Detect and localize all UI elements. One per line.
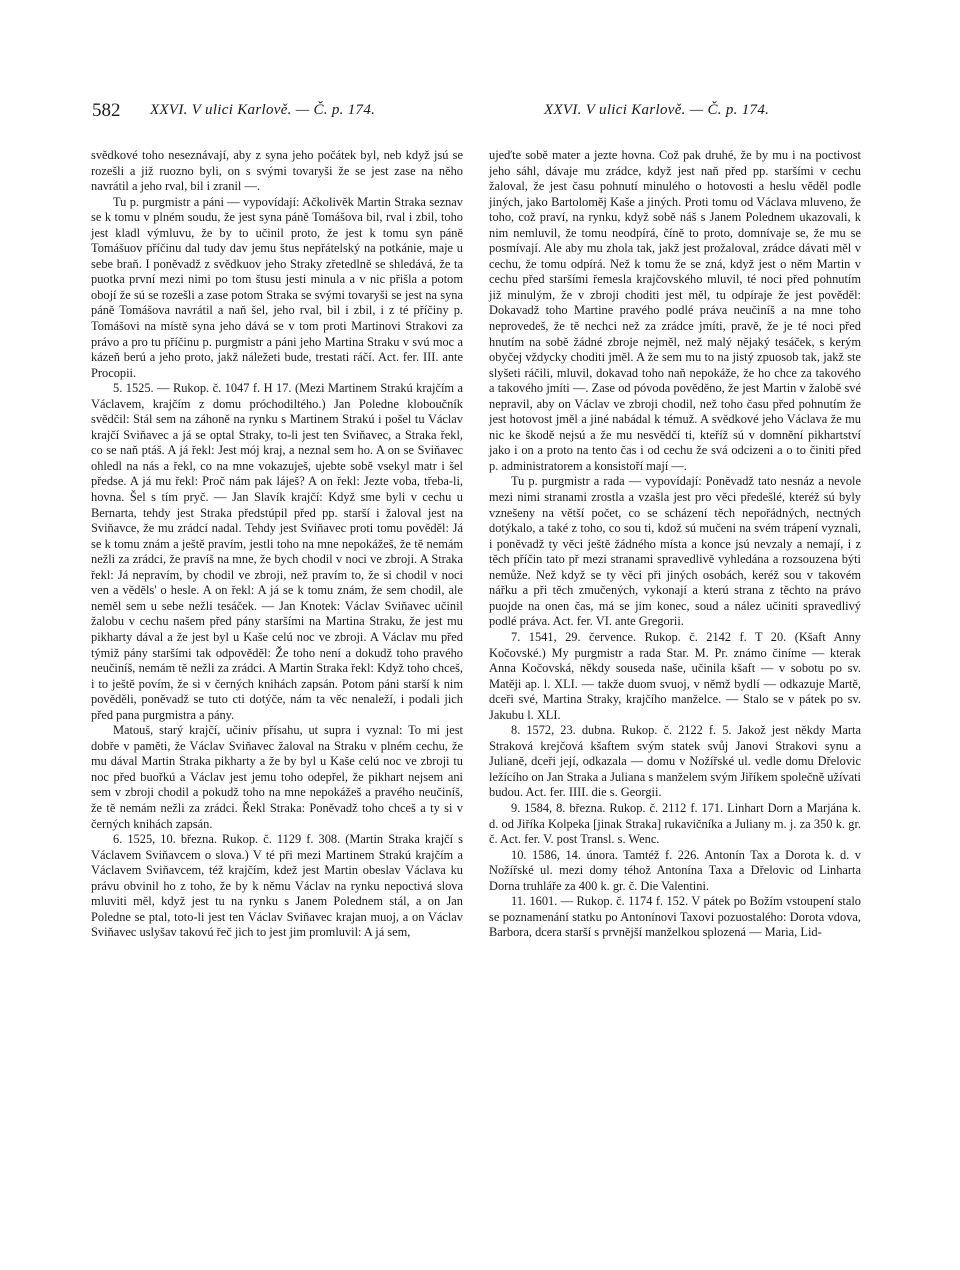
paragraph: 8. 1572, 23. dubna. Rukop. č. 2122 f. 5. Jakož jest někdy Marta Straková krejčová kšaftem svým statek svůj Janovi Strakovi synu a Julianě, dceři její, odkazala — domu v Nožířské ul. vedle domu Dřelovic ležícího on Jan Straka a Juliana s manželem svým Jiříkem společně užívati budou. Act. fer. IIII. die s. Georgii.	[489, 723, 861, 800]
paragraph: ujeďte sobě mater a jezte hovna. Což pak druhé, že by mu i na poctivost jeho sáhl, dávaje mu zrádce, když jest naň před pp. staršími v cechu žaloval, že jest času pohnutí minulého o hotovosti a heslu věděl podle jiných, jako Bartoloměj Kaše a jiných. Proti tomu od Václava mluveno, že toho, což praví, na rynku, když sobě náš s Janem Polednem ukazovali, k nim nemluvil, že tomu neodpírá, číně to proto, domnívaje se, že mu se posmívají. Ale aby mu zhola tak, jakž jest prožaloval, zrádce dávati měl v cechu, že tomu odpírá. Než k tomu že se zná, když jest o něm Martin v cechu před staršími řemesla krajčovského mluvil, té noci před pohnutím již minulým, že v zbroji choditi jest měl, tu odpíraje že jest pověděl: Dokavadž toho Martine pravého podlé práva neučiníš a na mne toho neprovedeš, že tě nechci než za zrádce jmíti, pravě, že je té noci před hnutím na sobě žádné zbroje nejměl, než malý nějaký tesáček, s kerým obyčej vždycky choditi jměl. A že sem mu to na jistý zpuosob tak, jakž ste slyšeti ráčili, mluvil, dokavad toho naň nepokáže, že ho chce za takového a takového jmíti —. Zase od póvoda pověděno, že jest Martin v žalobě své nepravil, aby on Václav ve zbroji chodil, než toho času před pohnutím že jest hotovost jměl a jiné nabádal k témuž. A svědkové jeho Václava že mu nic ke škodě nejsú a že mu nesvědčí ti, kteříž sú v domnění pikhartství jako i on a proto na tento čas i od cechu že svá odcizeni a o to činiti před p. administratorem a konsistoří mají —.	[489, 148, 861, 473]
page-header	[92, 100, 868, 124]
paragraph: 7. 1541, 29. července. Rukop. č. 2142 f. T 20. (Kšaft Anny Kočovské.) My purgmistr a rada Star. M. Pr. známo činíme — kterak Anna Kočovská, někdy souseda naše, učinila kšaft — v sobotu po sv. Matěji ap. l. XLI. — takže duom svuoj, v němž bydlí — odkazuje Martě, dceři své, Martina Straky, krajčího manželce. — Stalo se v pátek po sv. Jakubu l. XLI.	[489, 629, 861, 722]
paragraph: 9. 1584, 8. března. Rukop. č. 2112 f. 171. Linhart Dorn a Marjána k. d. od Jiříka Kolpeka [jinak Straka] rukavičníka a Juliany m. j. za 350 k. gr. č. Act. fer. V. post Transl. s. Wenc.	[489, 800, 861, 847]
left-column	[91, 148, 463, 941]
paragraph: 5. 1525. — Rukop. č. 1047 f. H 17. (Mezi Martinem Strakú krajčím a Václavem, krajčím z domu próchodiltého.) Jan Poledne kloboučník svědčil: Stál sem na záhoně na rynku s Martinem Strakú i pošel tu Václav krajčí Sviňavec a já se optal Straky, to-li jest ten Sviňavec, a Straka řekl, co se naň ptáš. A já řekl: Jest mój kraj, a neznal sem ho. A on se Sviňavec ohledl na nás a řekl, co na mne vokazuješ, ujebte sobě vsekyl matr i šel předse. A já mu řekl: Proč nám pak láješ? A on řekl: Jezte voba, třeba-li, hovna. Šel s tím pryč. — Jan Slavík krajčí: Když sme byli v cechu u Bernarta, tehdy jest Straka předstúpil před pp. starší i žaloval jest na Sviňavce, že mu zrádcí nadal. Tehdy jest Sviňavec proti tomu pověděl: Já se k tomu znám a ještě pravím, jestli toho na mne nepokážeš, že tě nemám nežli za zrádci, že pravíš na mne, že bych chodil v noci ve zbroji. A Straka řekl: Já nepravím, by chodil ve zbroji, než pravím to, že si chodil v noci ven a věděls' o hesle. A on řekl: A já se k tomu znám, že sem chodil, ale neměl sem u sebe nežli tesáček. — Jan Knotek: Václav Sviňavec učinil žalobu v cechu našem před pány staršími na Martina Straku, že jest mu pikharty dával a že jest byl u Kaše celú noc ve zbroji. A Václav mu před týmiž pány staršími tak odpověděl: Že toho není a dokudž toho pravého neučiníš, nemám tě nežli za zrádci. A Martin Straka řekl: Když toho chceš, i to ještě povím, že si v černých knihách zapsán. Potom páni starší k nim pověděli, poněvadž se tuto cti dotýče, nám ta věc nenaleží, i podali jich před pana purgmistra a pány.	[91, 381, 463, 722]
page-number: 582	[92, 100, 121, 121]
paragraph: 6. 1525, 10. března. Rukop. č. 1129 f. 308. (Martin Straka krajčí s Václavem Sviňavcem o slova.) V té při mezi Martinem Strakú krajčím a Václavem Sviňavcem, též krajčím, kdež jest Martin obeslav Václava ku právu obvinil ho z toho, že by k němu Václav na rynku nepoctivá slova mluviti měl, když jest tu na rynku s Janem Polednem stál, a on Jan Poledne se ptal, toto-li jest ten Václav Sviňavec krajan muoj, a on Václav Sviňavec uslyšav takovú řeč jich to jest jim promluvil: A já sem,	[91, 832, 463, 940]
paragraph: svědkové toho neseznávají, aby z syna jeho počátek byl, neb když jsú se rozešli a již ruozno byli, on s svými tovaryši že se jest zase na něho navrátil a jeho rval, bil i zranil —.	[91, 148, 463, 194]
paragraph: 10. 1586, 14. února. Tamtéž f. 226. Antonín Tax a Dorota k. d. v Nožířské ul. mezi domy téhož Antonína Taxa a Dřelovic od Linharta Dorna truhláře za 400 k. gr. č. Die Valentini.	[489, 847, 861, 893]
paragraph: Tu p. purgmistr a rada — vypovídají: Poněvadž tato nesnáz a nevole mezi nimi stranami zrostla a vzašla jest pro věci předešlé, kteréž sú byly vznešeny na větší počet, co se scházení těch nepořádných, nectných dotýkalo, a také z toho, co sou ti, kdož sú mučeni na svém trápení vyznali, i poněvadž ty věci ještě žádného místa a konce jsú nevzaly a nemají, i z těch příčin tato př mezi stranami spravedlivě vyhledána a rozsouzena býti nemůže. Než když se ty věci při jiných osobách, keréž sou v takovém nářku a při těch zmučených, vykonají a kterú strana z těchto na právo puojde na onen čas, má se jim konec, soud a nález učiniti spravedlivý podlé práva. Act. fer. VI. ante Gregorii.	[489, 474, 861, 629]
paragraph: Matouš, starý krajčí, učiniv přísahu, ut supra i vyznal: To mi jest dobře v paměti, že Václav Sviňavec žaloval na Straku v plném cechu, že mu dával Martin Straka pikharty a že by byl u Kaše celú noc ve zbroji tu noc před buořkú a Václav jest jemu toho odepřel, že pikhart nejsem ani sem v zbroji chodil a pokudž toho na mne nepokážeš a pravého neučiníš, že tě nemám nežli za zrádci. Řekl Straka: Poněvadž toho chceš a ty si v černých knihách zapsán.	[91, 723, 463, 831]
running-title-right: XXVI. V ulici Karlově. — Č. p. 174.	[544, 102, 770, 118]
right-column	[489, 148, 861, 941]
paragraph: Tu p. purgmistr a páni — vypovídají: Ačkolivěk Martin Straka seznav se k tomu v plném soudu, že jest syna páně Tomášova bil, rval i zbil, toho jest kladl výmluvu, že by to učinil proto, že jest k tomu syn páně Tomášuov příčinu dal tudy dav jemu štus nepřátelský na potkánie, maje u sebe braň. I poněvadž z svědkuov jeho Straky zřetedlně se shledává, že ta puotka první mezi nimi po tom štusu jesti minula a v nic přišla a potom obojí že sú se rozešli a zase potom Straka se svými tovaryši se jest na syna páně Tomášova navrátil a naň šel, jeho rval, bil i zbil, i z té příčiny p. Tomášovi na místě syna jeho dává se v tom proti Martinovi Strakovi za právo a pro tu příčinu p. purgmistr a páni jeho Martina Straku v svú moc a kázeň berú a jeho proto, jakž náležeti bude, trestati ráčí. Act. fer. III. ante Procopii.	[91, 194, 463, 380]
paragraph: 11. 1601. — Rukop. č. 1174 f. 152. V pátek po Božím vstoupení stalo se poznamenání statku po Antonínovi Taxovi pozuostalého: Dorota vdova, Barbora, dcera starší s prvnější manželkou splozená — Maria, Lid-	[489, 894, 861, 940]
running-title-left: XXVI. V ulici Karlově. — Č. p. 174.	[150, 102, 376, 118]
